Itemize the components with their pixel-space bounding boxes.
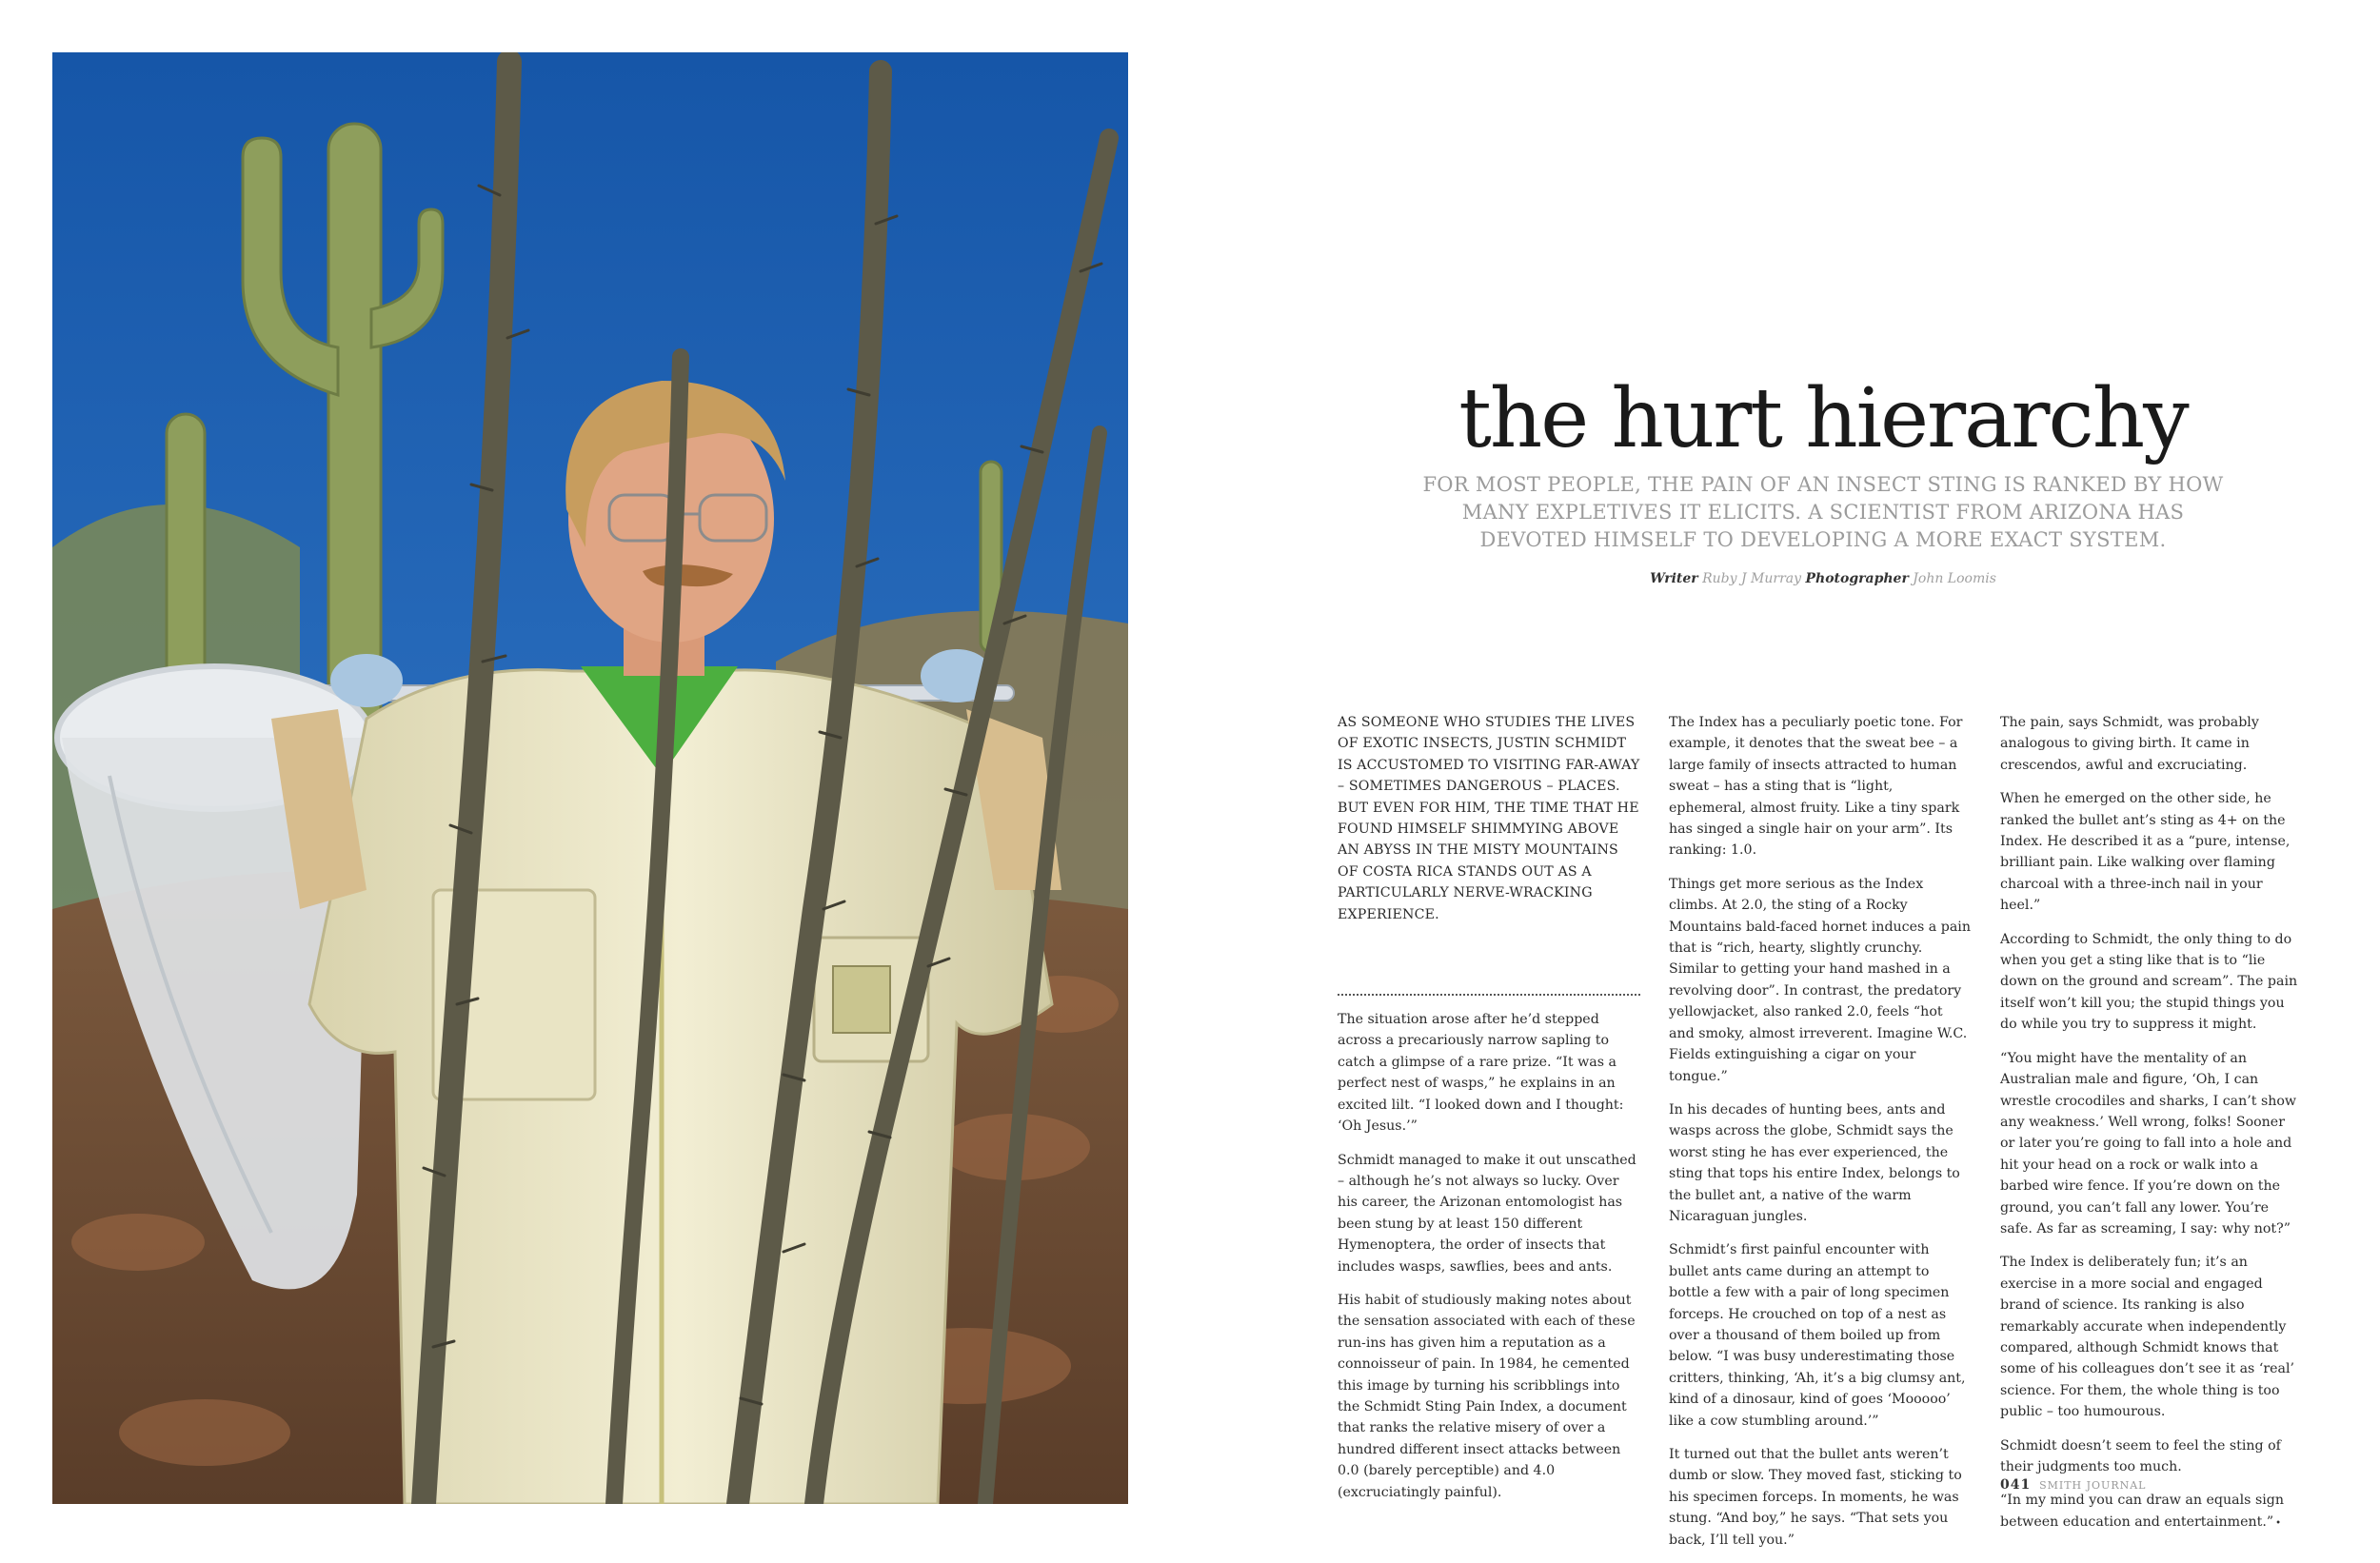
- body-paragraph: The pain, says Schmidt, was probably analogous to giving birth. It came in crescendos, awful and excruciating.: [2000, 715, 2259, 773]
- photographer-label: Photographer: [1805, 571, 1909, 587]
- end-mark-icon: •: [2275, 1517, 2282, 1529]
- page-folio: [2000, 1477, 2147, 1493]
- body-paragraph: Schmidt’s first painful encounter with bullet ants came during an attempt to bottle a few with a pair of long specimen forceps. He crouched on top of a nest as over a thousand of them boiled up from below. “I was busy underestimating those critters, thinking, ‘Ah, it’s a big clumsy ant, kind of a dinosaur, kind of goes ‘Mooooo’ like a cow stumbling around.’”: [1669, 1242, 1966, 1429]
- article-header: [1333, 371, 2313, 587]
- writer-name: Ruby J Murray: [1702, 571, 1802, 587]
- closing-paragraph: [2000, 1490, 2303, 1534]
- intro-paragraph: AS SOMEONE WHO STUDIES THE LIVES OF EXOTIC INSECTS, JUSTIN SCHMIDT IS ACCUSTOMED TO VISITING FAR-AWAY – SOMETIMES DANGEROUS – PLACES. BUT EVEN FOR HIM, THE TIME THAT HE FOUND HIMSELF SHIMMYING ABOVE AN ABYSS IN THE MISTY MOUNTAINS OF COSTA RICA STANDS OUT AS A PARTICULARLY NERVE-WRACKING EXPERIENCE.: [1338, 715, 1640, 922]
- body-paragraph: Schmidt managed to make it out unscathed – although he’s not always so lucky. Over his career, the Arizonan entomologist has been stung by at least 150 different Hymenoptera, the order of insects that includes wasps, sawflies, bees and ants.: [1338, 1152, 1636, 1275]
- body-paragraph: The situation arose after he’d stepped across a precariously narrow sapling to catch a glimpse of a rare prize. “It was a perfect nest of wasps,” he explains in an excited lilt. “I looked down and I thought: ‘Oh Jesus.’”: [1338, 1012, 1624, 1135]
- body-column-2: [1669, 712, 1972, 1563]
- body-paragraph: In his decades of hunting bees, ants and wasps across the globe, Schmidt says the worst sting he has ever experienced, the sting that tops his entire Index, belongs to the bullet ant, a native of the warm Nicaraguan jungles.: [1669, 1101, 1960, 1224]
- body-paragraph: When he emerged on the other side, he ranked the bullet ant’s sting as 4+ on the Index. He described it as a “pure, intense, brilliant pain. Like walking over flaming charcoal with a three-inch nail in your heel.”: [2000, 791, 2291, 914]
- article-title: the hurt hierarchy: [1458, 371, 2188, 466]
- body-paragraph: His habit of studiously making notes about the sensation associated with each of these run-ins has given him a reputation as a connoisseur of pain. In 1984, he cemented this image by turning his scribblings into the Schmidt Sting Pain Index, a document that ranks the relative misery of over a hundred different insect attacks between 0.0 (barely perceptible) and 4.0 (excruciatingly painful).: [1338, 1292, 1636, 1500]
- writer-label: Writer: [1650, 571, 1698, 587]
- body-paragraph: According to Schmidt, the only thing to do when you get a sting like that is to “lie down on the ground and scream”. The pain itself won’t kill you; the stupid things you do while you try to suppress it might.: [2000, 931, 2298, 1033]
- body-column-1: [1338, 712, 1640, 1515]
- photographer-name: John Loomis: [1913, 571, 1996, 587]
- body-paragraph: Things get more serious as the Index climbs. At 2.0, the sting of a Rocky Mountains bald-faced hornet induces a pain that is “rich, hearty, slightly crunchy. Similar to getting your hand mashed in a revolving door”. In contrast, the predatory yellowjacket, also ranked 2.0, feels “hot and smoky, almost irreverent. Imagine W.C. Fields extinguishing a cigar on your tongue.”: [1669, 876, 1971, 1084]
- dotted-divider: [1338, 994, 1640, 996]
- magazine-name: SMITH JOURNAL: [2039, 1479, 2147, 1492]
- body-paragraph: The Index is deliberately fun; it’s an exercise in a more social and engaged brand of science. Its ranking is also remarkably accurate when independently compared, although Schmidt knows that some of his colleagues don’t see it as ‘real’ science. For them, the whole thing is too public – too humourous.: [2000, 1255, 2295, 1420]
- closing-text: “In my mind you can draw an equals sign between education and entertainment.”: [2000, 1493, 2284, 1530]
- body-column-3: [2000, 712, 2303, 1547]
- body-paragraph: “You might have the mentality of an Australian male and figure, ‘Oh, I can wrestle crocodiles and sharks, I can’t show any weakness.’ Well wrong, folks! Sooner or later you’re going to fall into a hole and hit your head on a rock or walk into a barbed wire fence. If you’re down on the ground, you can’t fall any lower. You’re safe. As far as screaming, I say: why not?”: [2000, 1050, 2297, 1237]
- photo-illustration: [52, 52, 1128, 1504]
- feature-photo: [52, 52, 1128, 1504]
- byline: [1333, 571, 2313, 586]
- body-paragraph: Schmidt doesn’t seem to feel the sting of their judgments too much.: [2000, 1437, 2281, 1474]
- page-number: 041: [2000, 1477, 2032, 1493]
- body-paragraph: It turned out that the bullet ants weren’t dumb or slow. They moved fast, sticking to his specimen forceps. In moments, he was stung. “And boy,” he says. “That sets you back, I’ll tell you.”: [1669, 1447, 1962, 1548]
- body-paragraph: The Index has a peculiarly poetic tone. For example, it denotes that the sweat bee – a large family of insects attracted to human sweat – has a sting that is “light, ephemeral, almost fruity. Like a tiny spark has singed a single hair on your arm”. Its ranking: 1.0.: [1669, 715, 1963, 859]
- article-standfirst: FOR MOST PEOPLE, THE PAIN OF AN INSECT STING IS RANKED BY HOW MANY EXPLETIVES IT ELICITS. A SCIENTIST FROM ARIZONA HAS DEVOTED HIMSELF TO DEVELOPING A MORE EXACT SYSTEM.: [1422, 473, 2224, 552]
